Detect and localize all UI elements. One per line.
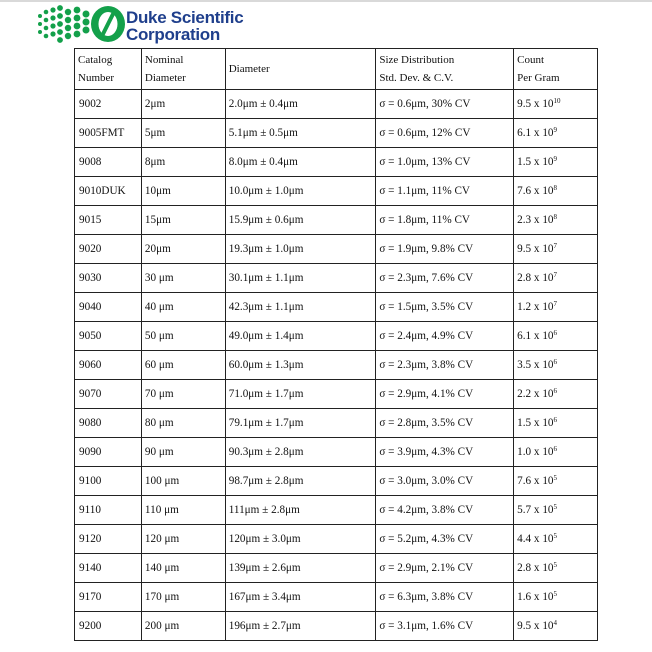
count-exponent: 9 [553, 155, 557, 163]
count-per-gram-cell [514, 322, 598, 351]
count-base: 6.1 x 10 [517, 127, 554, 139]
table-row [75, 351, 598, 380]
count-base: 1.5 x 10 [517, 417, 554, 429]
diameter-cell: 71.0μm ± 1.7μm [225, 380, 376, 409]
diameter-cell: 2.0μm ± 0.4μm [225, 90, 376, 119]
count-exponent: 8 [553, 213, 557, 221]
table-row [75, 409, 598, 438]
count-exponent: 8 [553, 184, 557, 192]
table-row [75, 206, 598, 235]
diameter-cell: 111μm ± 2.8μm [225, 496, 376, 525]
count-exponent: 6 [553, 416, 557, 424]
count-base: 9.5 x 10 [517, 243, 554, 255]
nominal-diameter-cell: 170 μm [141, 583, 225, 612]
size-distribution-cell: σ = 3.9μm, 4.3% CV [376, 438, 514, 467]
header-nominal-diameter: Nominal Diameter [141, 49, 225, 90]
header-count-per-gram: Count Per Gram [514, 49, 598, 90]
count-per-gram-cell [514, 583, 598, 612]
table-row [75, 90, 598, 119]
catalog-number-cell: 9002 [75, 90, 142, 119]
size-distribution-cell: σ = 2.8μm, 3.5% CV [376, 409, 514, 438]
count-per-gram-cell [514, 206, 598, 235]
diameter-cell: 139μm ± 2.6μm [225, 554, 376, 583]
diameter-cell: 98.7μm ± 2.8μm [225, 467, 376, 496]
diameter-cell: 60.0μm ± 1.3μm [225, 351, 376, 380]
catalog-number-cell: 9110 [75, 496, 142, 525]
count-base: 4.4 x 10 [517, 533, 554, 545]
count-base: 2.8 x 10 [517, 272, 554, 284]
table-row [75, 496, 598, 525]
nominal-diameter-cell: 10μm [141, 177, 225, 206]
table-row [75, 612, 598, 641]
table-row [75, 148, 598, 177]
count-exponent: 10 [553, 97, 561, 105]
nominal-diameter-cell: 80 μm [141, 409, 225, 438]
table-row [75, 380, 598, 409]
catalog-number-cell: 9020 [75, 235, 142, 264]
diameter-cell: 79.1μm ± 1.7μm [225, 409, 376, 438]
table-row [75, 467, 598, 496]
size-distribution-cell: σ = 0.6μm, 12% CV [376, 119, 514, 148]
count-per-gram-cell [514, 293, 598, 322]
count-per-gram-cell [514, 612, 598, 641]
header-size-distribution: Size Distribution Std. Dev. & C.V. [376, 49, 514, 90]
nominal-diameter-cell: 8μm [141, 148, 225, 177]
nominal-diameter-cell: 200 μm [141, 612, 225, 641]
count-per-gram-cell [514, 496, 598, 525]
nominal-diameter-cell: 50 μm [141, 322, 225, 351]
size-distribution-cell: σ = 1.5μm, 3.5% CV [376, 293, 514, 322]
nominal-diameter-cell: 40 μm [141, 293, 225, 322]
catalog-number-cell: 9140 [75, 554, 142, 583]
table-row [75, 235, 598, 264]
count-exponent: 5 [553, 474, 557, 482]
count-exponent: 6 [553, 358, 557, 366]
count-base: 9.5 x 10 [517, 620, 554, 632]
count-base: 2.2 x 10 [517, 388, 554, 400]
catalog-number-cell: 9010DUK [75, 177, 142, 206]
count-base: 3.5 x 10 [517, 359, 554, 371]
count-base: 1.5 x 10 [517, 156, 554, 168]
count-base: 6.1 x 10 [517, 330, 554, 342]
company-logo [36, 4, 276, 44]
size-distribution-cell: σ = 2.9μm, 4.1% CV [376, 380, 514, 409]
table-row [75, 525, 598, 554]
size-distribution-cell: σ = 3.1μm, 1.6% CV [376, 612, 514, 641]
nominal-diameter-cell: 120 μm [141, 525, 225, 554]
count-per-gram-cell [514, 264, 598, 293]
count-exponent: 5 [553, 590, 557, 598]
nominal-diameter-cell: 60 μm [141, 351, 225, 380]
count-per-gram-cell [514, 409, 598, 438]
diameter-cell: 167μm ± 3.4μm [225, 583, 376, 612]
count-exponent: 4 [553, 619, 557, 627]
diameter-cell: 196μm ± 2.7μm [225, 612, 376, 641]
diameter-cell: 120μm ± 3.0μm [225, 525, 376, 554]
size-distribution-cell: σ = 1.1μm, 11% CV [376, 177, 514, 206]
count-exponent: 5 [553, 561, 557, 569]
catalog-number-cell: 9060 [75, 351, 142, 380]
logo-text-line1: Duke Scientific [126, 8, 244, 27]
size-distribution-cell: σ = 2.3μm, 7.6% CV [376, 264, 514, 293]
size-distribution-cell: σ = 1.8μm, 11% CV [376, 206, 514, 235]
table-row [75, 438, 598, 467]
count-base: 2.8 x 10 [517, 562, 554, 574]
count-exponent: 9 [553, 126, 557, 134]
size-distribution-cell: σ = 2.4μm, 4.9% CV [376, 322, 514, 351]
nominal-diameter-cell: 5μm [141, 119, 225, 148]
diameter-cell: 30.1μm ± 1.1μm [225, 264, 376, 293]
nominal-diameter-cell: 15μm [141, 206, 225, 235]
top-border [0, 0, 652, 2]
count-per-gram-cell [514, 119, 598, 148]
count-base: 9.5 x 10 [517, 98, 554, 110]
count-base: 1.2 x 10 [517, 301, 554, 313]
microsphere-spec-table [74, 48, 598, 641]
table-row [75, 264, 598, 293]
catalog-number-cell: 9005FMT [75, 119, 142, 148]
table-header-row [75, 49, 598, 90]
table-row [75, 554, 598, 583]
nominal-diameter-cell: 140 μm [141, 554, 225, 583]
count-per-gram-cell [514, 235, 598, 264]
count-base: 7.6 x 10 [517, 185, 554, 197]
count-exponent: 7 [553, 242, 557, 250]
nominal-diameter-cell: 30 μm [141, 264, 225, 293]
catalog-number-cell: 9170 [75, 583, 142, 612]
nominal-diameter-cell: 100 μm [141, 467, 225, 496]
logo-text-line2: Corporation [126, 25, 220, 44]
table-row [75, 583, 598, 612]
diameter-cell: 15.9μm ± 0.6μm [225, 206, 376, 235]
size-distribution-cell: σ = 5.2μm, 4.3% CV [376, 525, 514, 554]
count-per-gram-cell [514, 438, 598, 467]
duke-logo-icon [36, 4, 126, 44]
nominal-diameter-cell: 20μm [141, 235, 225, 264]
count-per-gram-cell [514, 380, 598, 409]
catalog-number-cell: 9200 [75, 612, 142, 641]
count-per-gram-cell [514, 177, 598, 206]
count-base: 1.6 x 10 [517, 591, 554, 603]
count-base: 5.7 x 10 [517, 504, 554, 516]
catalog-number-cell: 9015 [75, 206, 142, 235]
size-distribution-cell: σ = 3.0μm, 3.0% CV [376, 467, 514, 496]
diameter-cell: 10.0μm ± 1.0μm [225, 177, 376, 206]
catalog-number-cell: 9040 [75, 293, 142, 322]
count-base: 1.0 x 10 [517, 446, 554, 458]
count-base: 2.3 x 10 [517, 214, 554, 226]
nominal-diameter-cell: 70 μm [141, 380, 225, 409]
size-distribution-cell: σ = 1.9μm, 9.8% CV [376, 235, 514, 264]
catalog-number-cell: 9070 [75, 380, 142, 409]
table-row [75, 119, 598, 148]
diameter-cell: 5.1μm ± 0.5μm [225, 119, 376, 148]
catalog-number-cell: 9080 [75, 409, 142, 438]
count-per-gram-cell [514, 467, 598, 496]
diameter-cell: 19.3μm ± 1.0μm [225, 235, 376, 264]
count-base: 7.6 x 10 [517, 475, 554, 487]
size-distribution-cell: σ = 2.9μm, 2.1% CV [376, 554, 514, 583]
diameter-cell: 90.3μm ± 2.8μm [225, 438, 376, 467]
size-distribution-cell: σ = 1.0μm, 13% CV [376, 148, 514, 177]
catalog-number-cell: 9050 [75, 322, 142, 351]
size-distribution-cell: σ = 0.6μm, 30% CV [376, 90, 514, 119]
diameter-cell: 42.3μm ± 1.1μm [225, 293, 376, 322]
header-catalog-number: Catalog Number [75, 49, 142, 90]
catalog-number-cell: 9120 [75, 525, 142, 554]
diameter-cell: 8.0μm ± 0.4μm [225, 148, 376, 177]
count-per-gram-cell [514, 148, 598, 177]
table-row [75, 293, 598, 322]
catalog-number-cell: 9090 [75, 438, 142, 467]
nominal-diameter-cell: 110 μm [141, 496, 225, 525]
count-per-gram-cell [514, 554, 598, 583]
table-row [75, 177, 598, 206]
nominal-diameter-cell: 2μm [141, 90, 225, 119]
diameter-cell: 49.0μm ± 1.4μm [225, 322, 376, 351]
count-per-gram-cell [514, 525, 598, 554]
nominal-diameter-cell: 90 μm [141, 438, 225, 467]
count-exponent: 5 [553, 532, 557, 540]
count-exponent: 5 [553, 503, 557, 511]
count-per-gram-cell [514, 351, 598, 380]
catalog-number-cell: 9100 [75, 467, 142, 496]
count-per-gram-cell [514, 90, 598, 119]
table-row [75, 322, 598, 351]
catalog-number-cell: 9030 [75, 264, 142, 293]
count-exponent: 7 [553, 271, 557, 279]
size-distribution-cell: σ = 2.3μm, 3.8% CV [376, 351, 514, 380]
size-distribution-cell: σ = 4.2μm, 3.8% CV [376, 496, 514, 525]
count-exponent: 7 [553, 300, 557, 308]
size-distribution-cell: σ = 6.3μm, 3.8% CV [376, 583, 514, 612]
count-exponent: 6 [553, 329, 557, 337]
count-exponent: 6 [553, 445, 557, 453]
catalog-number-cell: 9008 [75, 148, 142, 177]
count-exponent: 6 [553, 387, 557, 395]
header-diameter: Diameter [225, 49, 376, 90]
